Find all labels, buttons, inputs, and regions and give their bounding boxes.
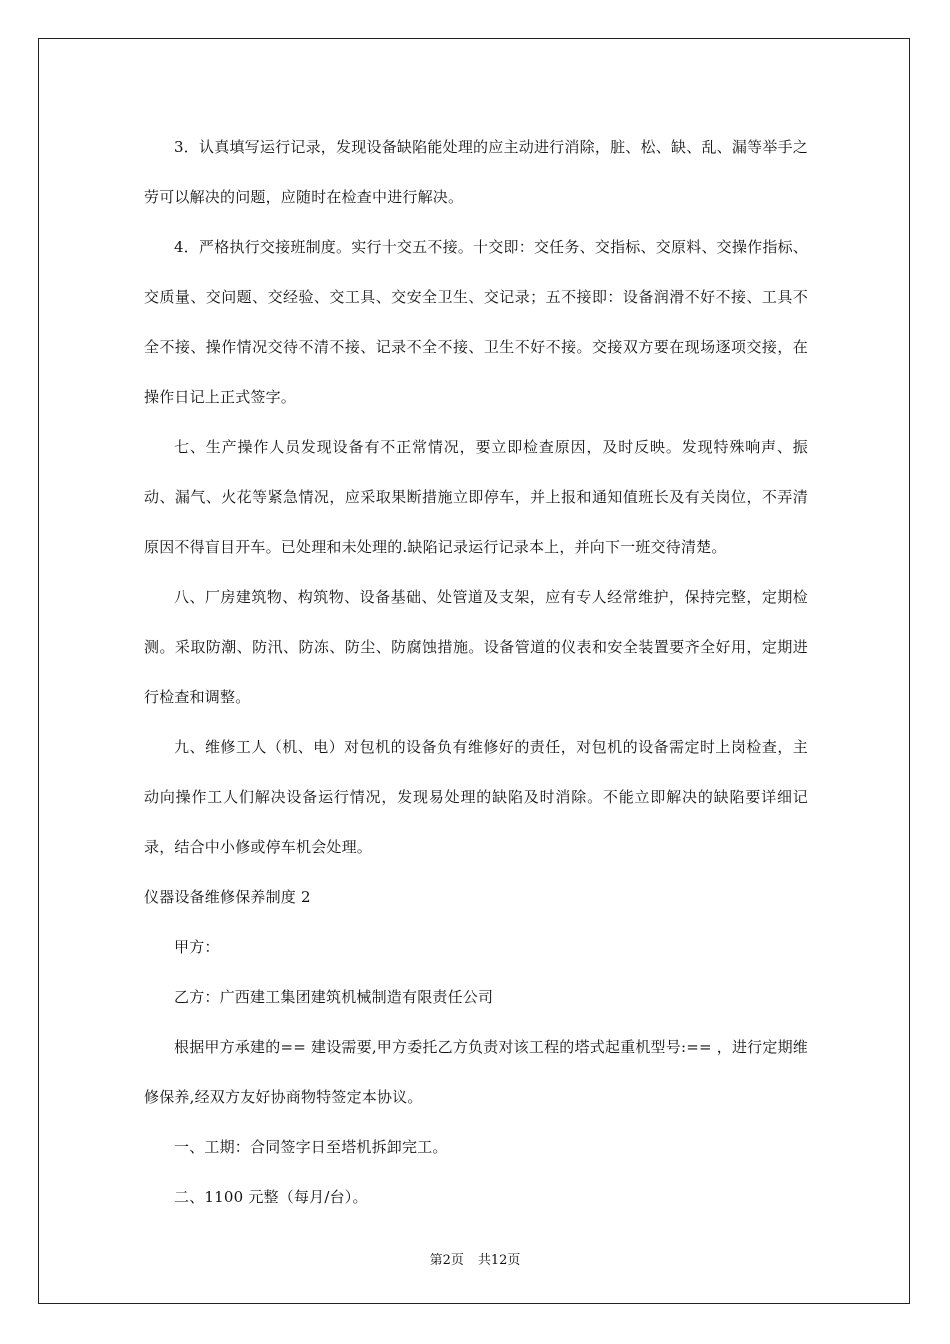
party-b-line: 乙方：广西建工集团建筑机械制造有限责任公司 <box>174 988 494 1006</box>
section-heading: 仪器设备维修保养制度 2 <box>144 888 311 906</box>
clause-fee: 二、1100 元整（每月/台）。 <box>174 1188 368 1206</box>
paragraph-section-9: 九、维修工人（机、电）对包机的设备负有维修好的责任，对包机的设备需定时上岗检查，主动向操作工人们解决设备运行情况，发现易处理的缺陷及时消除。不能立即解决的缺陷要详细记录，结合中小修或停车机会处理。 <box>144 738 808 856</box>
agreement-intro: 根据甲方承建的== 建设需要,甲方委托乙方负责对该工程的塔式起重机型号:== ，进行定期维修保养,经双方友好协商物特签定本协议。 <box>144 1038 808 1106</box>
clause-duration: 一、工期：合同签字日至塔机拆卸完工。 <box>174 1138 448 1156</box>
paragraph-item-3: 3．认真填写运行记录，发现设备缺陷能处理的应主动进行消除，脏、松、缺、乱、漏等举手之劳可以解决的问题，应随时在检查中进行解决。 <box>144 138 808 206</box>
paragraph-section-7: 七、生产操作人员发现设备有不正常情况，要立即检查原因，及时反映。发现特殊响声、振动、漏气、火花等紧急情况，应采取果断措施立即停车，并上报和通知值班长及有关岗位，不弄清原因不得盲目开车。已处理和未处理的.缺陷记录运行记录本上，并向下一班交待清楚。 <box>144 438 808 556</box>
paragraph-item-4: 4．严格执行交接班制度。实行十交五不接。十交即：交任务、交指标、交原料、交操作指标、交质量、交问题、交经验、交工具、交安全卫生、交记录；五不接即：设备润滑不好不接、工具不全不接、操作情况交待不清不接、记录不全不接、卫生不好不接。交接双方要在现场逐项交接，在操作日记上正式签字。 <box>144 238 808 406</box>
page-total: 共12页 <box>477 1253 521 1268</box>
page-number: 第2页 <box>429 1253 464 1268</box>
paragraph-section-8: 八、厂房建筑物、构筑物、设备基础、处管道及支架，应有专人经常维护，保持完整，定期检测。采取防潮、防汛、防冻、防尘、防腐蚀措施。设备管道的仪表和安全装置要齐全好用，定期进行检查和调整。 <box>144 588 808 706</box>
document-body <box>144 122 808 1222</box>
party-a-line: 甲方： <box>174 938 220 956</box>
page-footer <box>0 1249 950 1268</box>
